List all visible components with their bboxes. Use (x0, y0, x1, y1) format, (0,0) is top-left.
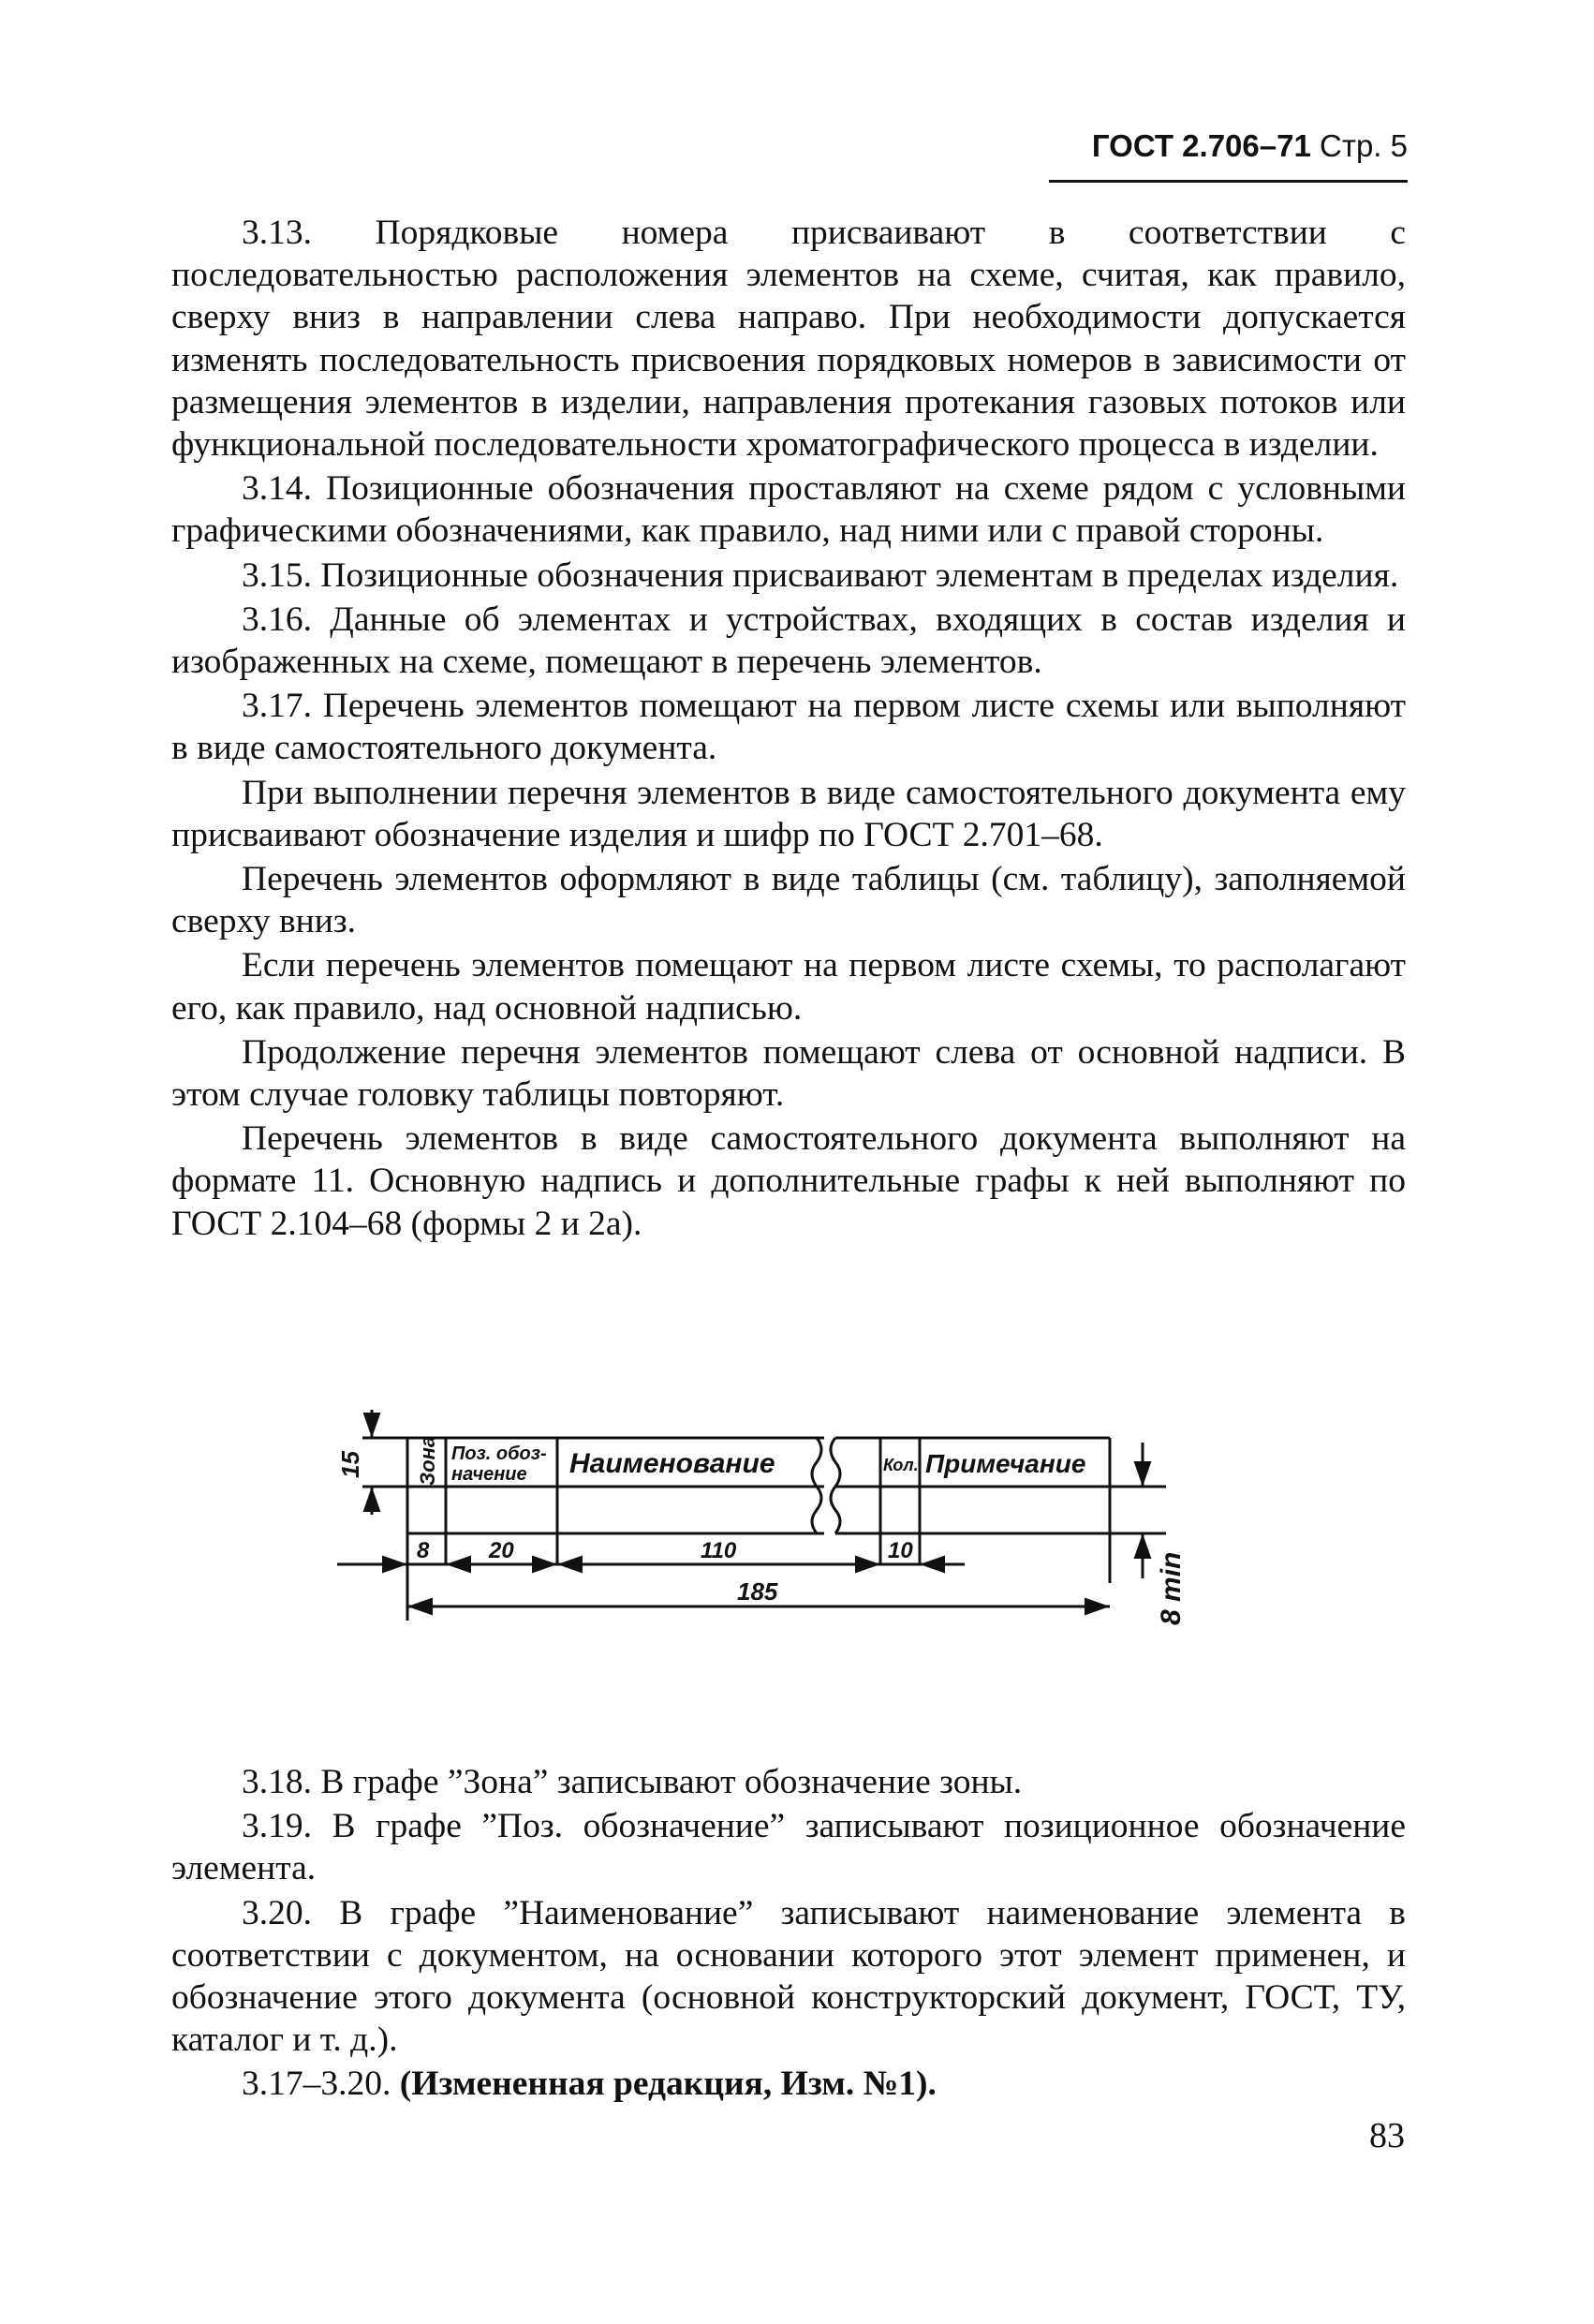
note-header-label: Примечание (925, 1449, 1086, 1478)
pos-header-line2: начение (451, 1464, 527, 1485)
pos-width-value: 20 (489, 1538, 514, 1563)
page-header (1049, 124, 1408, 183)
header-height-value: 15 (336, 1451, 364, 1478)
body-text-top (171, 212, 1406, 1245)
paragraph-first-sheet: Если перечень элементов помещают на первом листе схемы, то располагают его, как правило, над основной надписью. (171, 946, 1406, 1028)
page-label: Стр. 5 (1320, 128, 1408, 163)
break-mark-header-right (831, 1438, 840, 1487)
element-list-table-figure (318, 1405, 1208, 1705)
standard-designation: ГОСТ 2.706–71 (1091, 128, 1311, 163)
paragraph-separate-document: При выполнении перечня элементов в виде самостоятельного документа ему присваивают обозначение изделия и шифр по ГОСТ 2.701–68. (171, 773, 1406, 854)
row-height-value: 8 min (1156, 1551, 1187, 1625)
break-mark-header-left (812, 1438, 821, 1487)
break-mark-row-right (831, 1487, 840, 1533)
table-drawing (318, 1405, 1208, 1705)
name-width-value: 110 (701, 1538, 737, 1563)
body-text-bottom (171, 1761, 1406, 2106)
zone-width-value: 8 (417, 1538, 430, 1563)
page-number: 83 (1369, 2116, 1405, 2155)
paragraph-continuation: Продолжение перечня элементов помещают слева от основной надписи. В этом случае головку таблицы повторяют. (171, 1032, 1406, 1115)
paragraph-3-14: 3.14. Позиционные обозначения проставляют на схеме рядом с условными графическими обозначениями, как правило, над ними или с правой стороны. (171, 469, 1406, 551)
paragraph-format: Перечень элементов в виде самостоятельного документа выполняют на формате 11. Основную надпись и дополнительные графы к ней выполняют по ГОСТ 2.104–68 (формы 2 и 2а). (171, 1119, 1406, 1243)
paragraph-table-form: Перечень элементов оформляют в виде таблицы (см. таблицу), заполняемой сверху вниз. (171, 860, 1406, 941)
paragraph-3-18: 3.18. В графе ”Зона” записывают обозначение зоны. (242, 1763, 1023, 1801)
pos-header-line1: Поз. обоз- (451, 1443, 547, 1464)
paragraph-3-13: 3.13. Порядковые номера присваивают в соответствии с последовательностью расположения элементов на схеме, считая, как правило, сверху вниз в направлении слева направо. При необходимости допускается изменять последовательность присвоения порядковых номеров в зависимости от размещения элементов в изделии, направления протекания газовых потоков или функциональной последовательности хроматографического процесса в изделии. (171, 214, 1406, 465)
name-header-label: Наименование (569, 1448, 775, 1479)
paragraph-3-20: 3.20. В графе ”Наименование” записывают наименование элемента в соответствии с документом, на основании которого этот элемент применен, и обозначение этого документа (основной конструкторский документ, ГОСТ, ТУ, каталог и т. д.). (171, 1893, 1406, 2060)
amendment-range: 3.17–3.20. (242, 2065, 391, 2104)
zone-header-label: Зона (416, 1435, 439, 1486)
total-width-value: 185 (737, 1577, 778, 1606)
amendment-note (171, 2063, 1406, 2105)
qty-header-label: Кол. (883, 1456, 919, 1474)
paragraph-3-17: 3.17. Перечень элементов помещают на первом листе схемы или выполняют в виде самостоятельного документа. (171, 687, 1406, 768)
qty-width-value: 10 (888, 1538, 913, 1563)
paragraph-3-19: 3.19. В графе ”Поз. обозначение” записывают позиционное обозначение элемента. (171, 1807, 1406, 1888)
paragraph-3-16: 3.16. Данные об элементах и устройствах, входящих в состав изделия и изображенных на схеме, помещают в перечень элементов. (171, 600, 1406, 682)
paragraph-3-15: 3.15. Позиционные обозначения присваивают элементам в пределах изделия. (242, 555, 1399, 595)
amendment-text: (Измененная редакция, Изм. №1). (399, 2065, 937, 2104)
break-mark-row-left (812, 1487, 821, 1533)
